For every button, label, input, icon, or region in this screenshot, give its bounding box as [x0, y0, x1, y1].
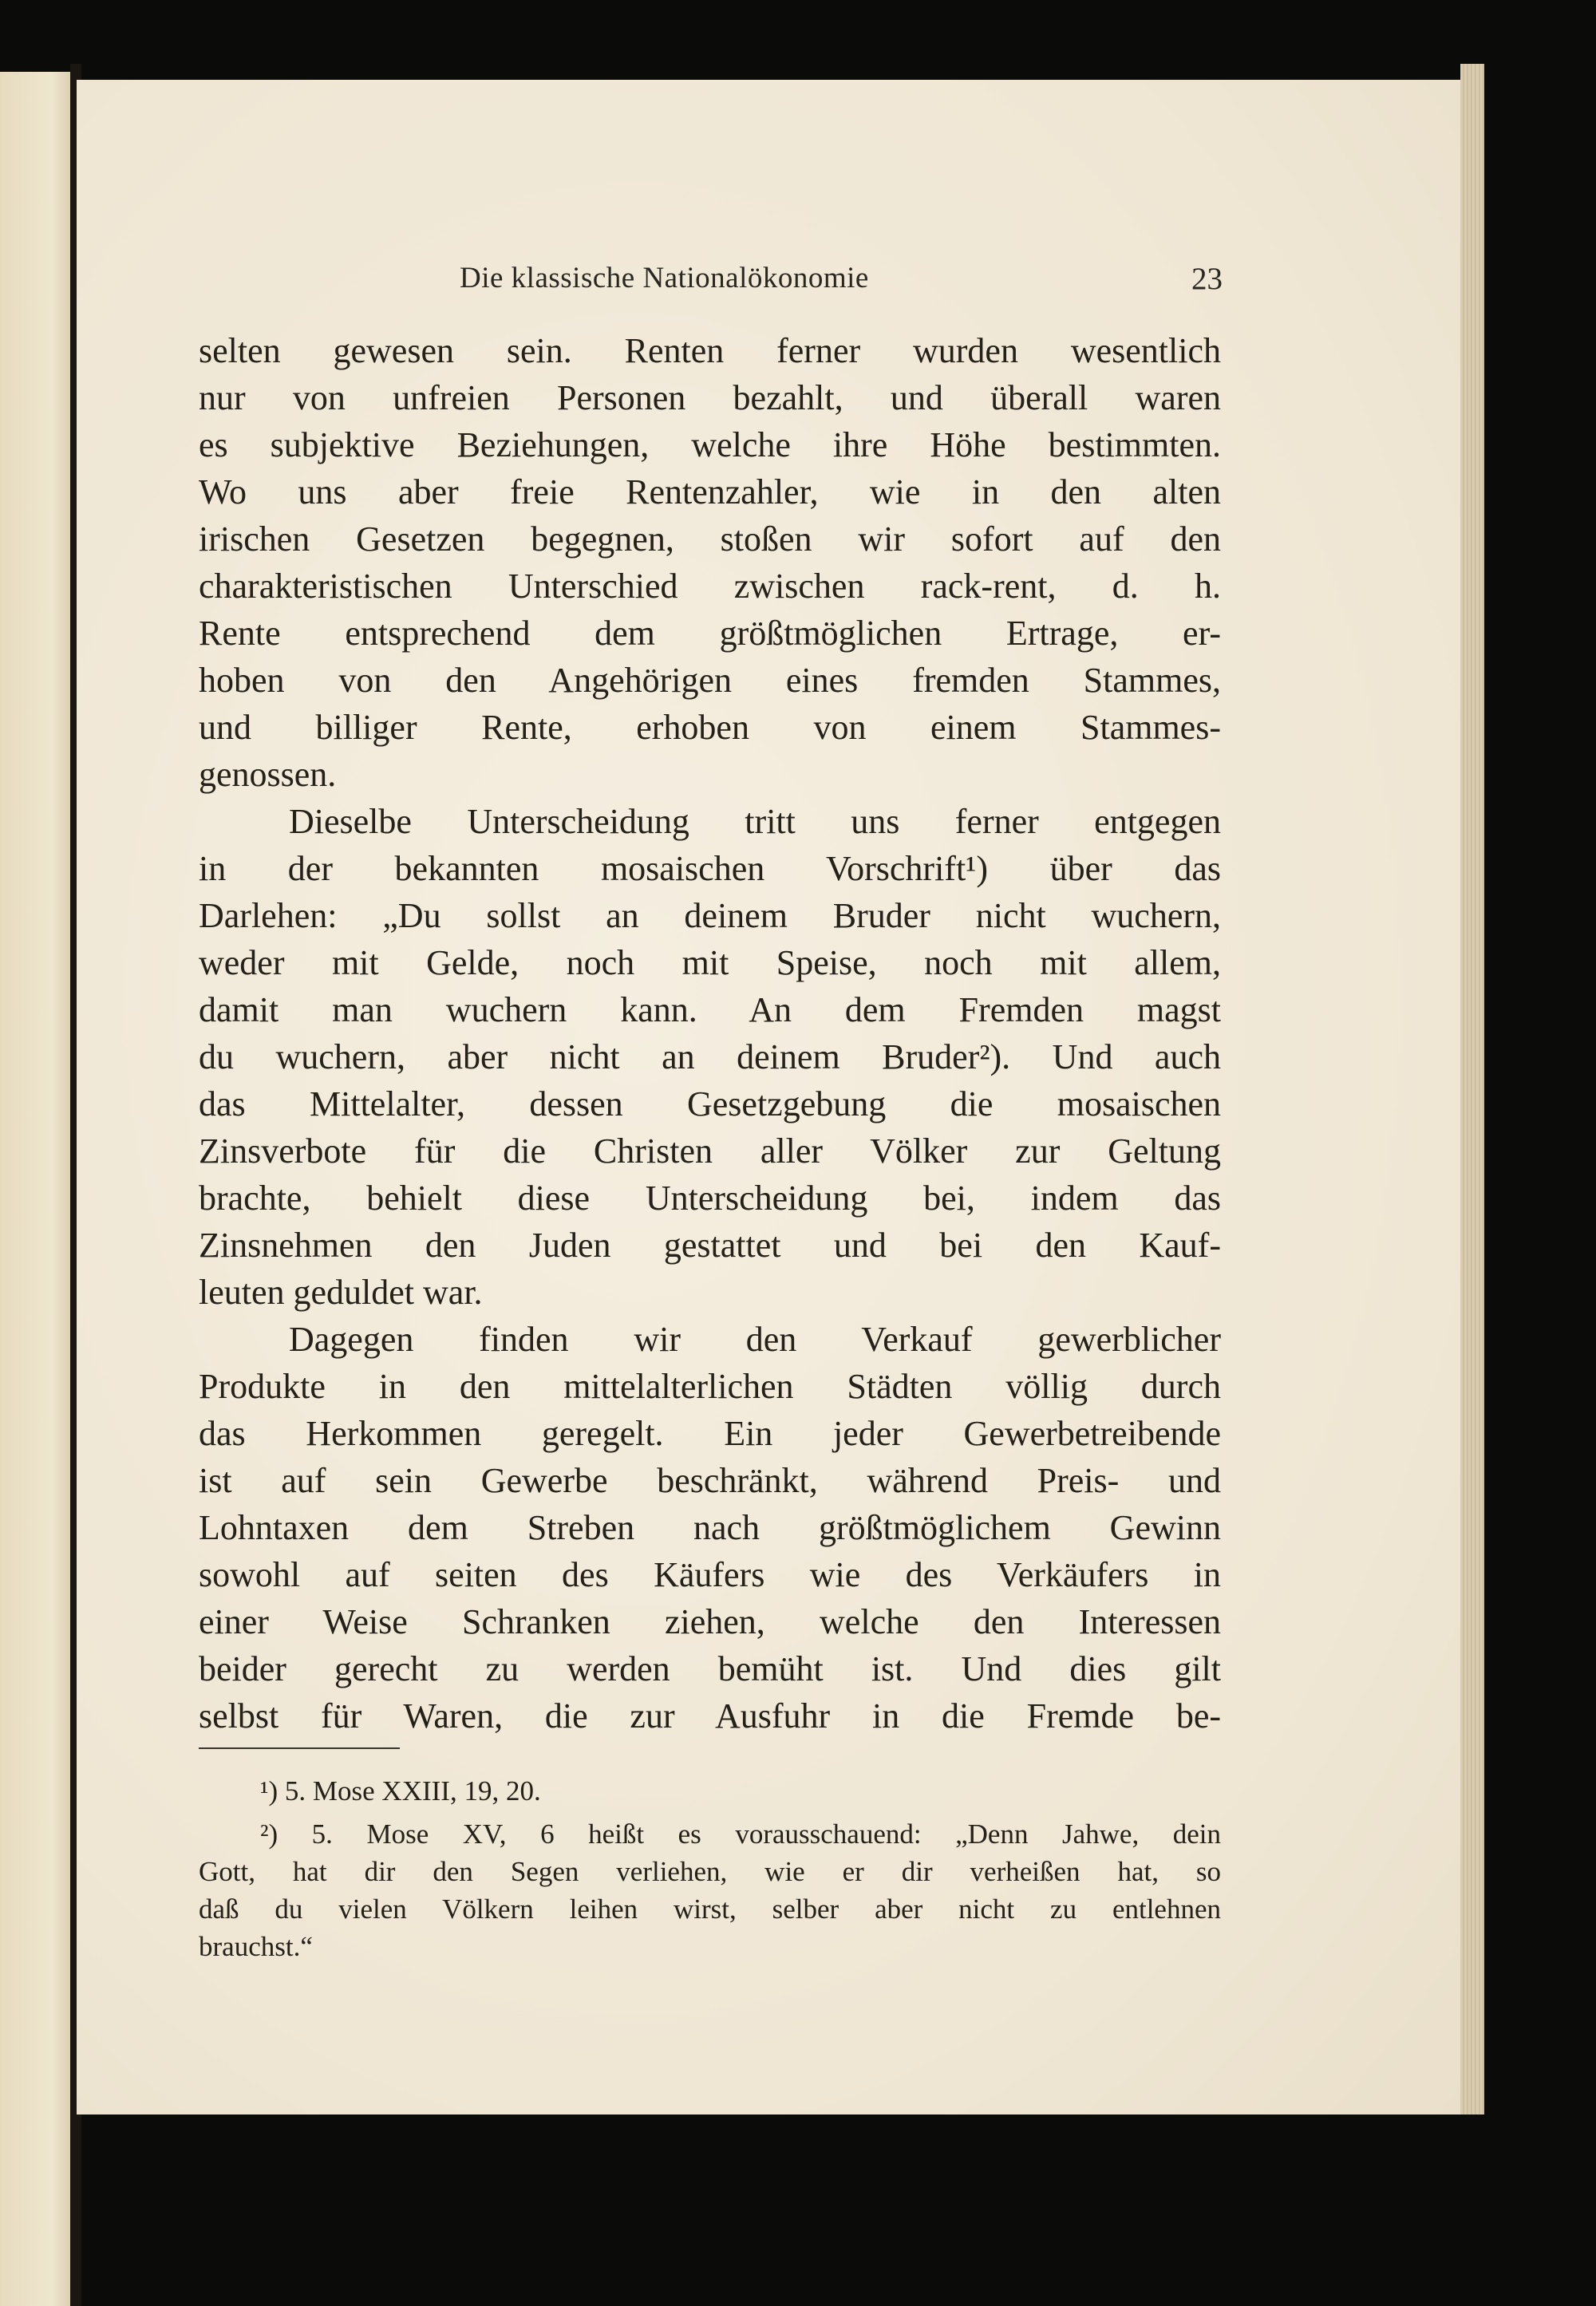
- text-line: selten gewesen sein. Renten ferner wurden wesentlich: [199, 331, 1221, 370]
- text-line: sowohl auf seiten des Käufers wie des Verkäufers in: [199, 1555, 1221, 1594]
- text-line: leuten geduldet war.: [199, 1273, 483, 1312]
- footnote-line: brauchst.“: [199, 1931, 313, 1962]
- text-line: selbst für Waren, die zur Ausfuhr in die Fremde be-: [199, 1696, 1221, 1735]
- text-line: Zinsnehmen den Juden gestattet und bei den Kauf-: [199, 1226, 1221, 1265]
- text-line: es subjektive Beziehungen, welche ihre Höhe bestimmten.: [199, 425, 1221, 464]
- text-line: Dagegen finden wir den Verkauf gewerblicher: [289, 1320, 1221, 1359]
- text-line: das Herkommen geregelt. Ein jeder Gewerbetreibende: [199, 1414, 1221, 1453]
- page-edge-stack: [1460, 64, 1484, 2114]
- text-line: Wo uns aber freie Rentenzahler, wie in den alten: [199, 472, 1221, 511]
- running-head: Die klassische Nationalökonomie: [460, 262, 869, 294]
- text-line: genossen.: [199, 755, 337, 794]
- footnote-rule: [199, 1747, 400, 1749]
- text-line: brachte, behielt diese Unterscheidung bei, indem das: [199, 1179, 1221, 1218]
- facing-page-edge: [0, 72, 73, 2306]
- text-line: Lohntaxen dem Streben nach größtmöglichem Gewinn: [199, 1508, 1221, 1547]
- text-line: weder mit Gelde, noch mit Speise, noch mit allem,: [199, 943, 1221, 982]
- footnote-line: Gott, hat dir den Segen verliehen, wie er dir verheißen hat, so: [199, 1856, 1221, 1887]
- text-line: Zinsverbote für die Christen aller Völker zur Geltung: [199, 1131, 1221, 1171]
- text-line: Rente entsprechend dem größtmöglichen Ertrage, er-: [199, 614, 1221, 653]
- text-line: das Mittelalter, dessen Gesetzgebung die mosaischen: [199, 1084, 1221, 1123]
- text-line: damit man wuchern kann. An dem Fremden magst: [199, 990, 1221, 1029]
- text-line: beider gerecht zu werden bemüht ist. Und dies gilt: [199, 1649, 1221, 1688]
- text-line: Dieselbe Unterscheidung tritt uns ferner entgegen: [289, 802, 1221, 841]
- page-number: 23: [1191, 262, 1223, 296]
- footnote-line: ²) 5. Mose XV, 6 heißt es vorausschauend: „Denn Jahwe, dein: [260, 1818, 1221, 1850]
- text-line: charakteristischen Unterschied zwischen rack-rent, d. h.: [199, 567, 1221, 606]
- text-line: irischen Gesetzen begegnen, stoßen wir sofort auf den: [199, 519, 1221, 559]
- text-line: nur von unfreien Personen bezahlt, und überall waren: [199, 378, 1221, 417]
- footnote-line: daß du vielen Völkern leihen wirst, selber aber nicht zu entlehnen: [199, 1893, 1221, 1925]
- text-line: Produkte in den mittelalterlichen Städten völlig durch: [199, 1367, 1221, 1406]
- text-line: ist auf sein Gewerbe beschränkt, während Preis- und: [199, 1461, 1221, 1500]
- footnote-line: ¹) 5. Mose XXIII, 19, 20.: [260, 1775, 541, 1806]
- text-line: Darlehen: „Du sollst an deinem Bruder nicht wuchern,: [199, 896, 1221, 935]
- text-line: einer Weise Schranken ziehen, welche den Interessen: [199, 1602, 1221, 1641]
- text-line: und billiger Rente, erhoben von einem Stammes-: [199, 708, 1221, 747]
- text-line: hoben von den Angehörigen eines fremden Stammes,: [199, 661, 1221, 700]
- text-line: du wuchern, aber nicht an deinem Bruder²). Und auch: [199, 1037, 1221, 1076]
- text-line: in der bekannten mosaischen Vorschrift¹) über das: [199, 849, 1221, 888]
